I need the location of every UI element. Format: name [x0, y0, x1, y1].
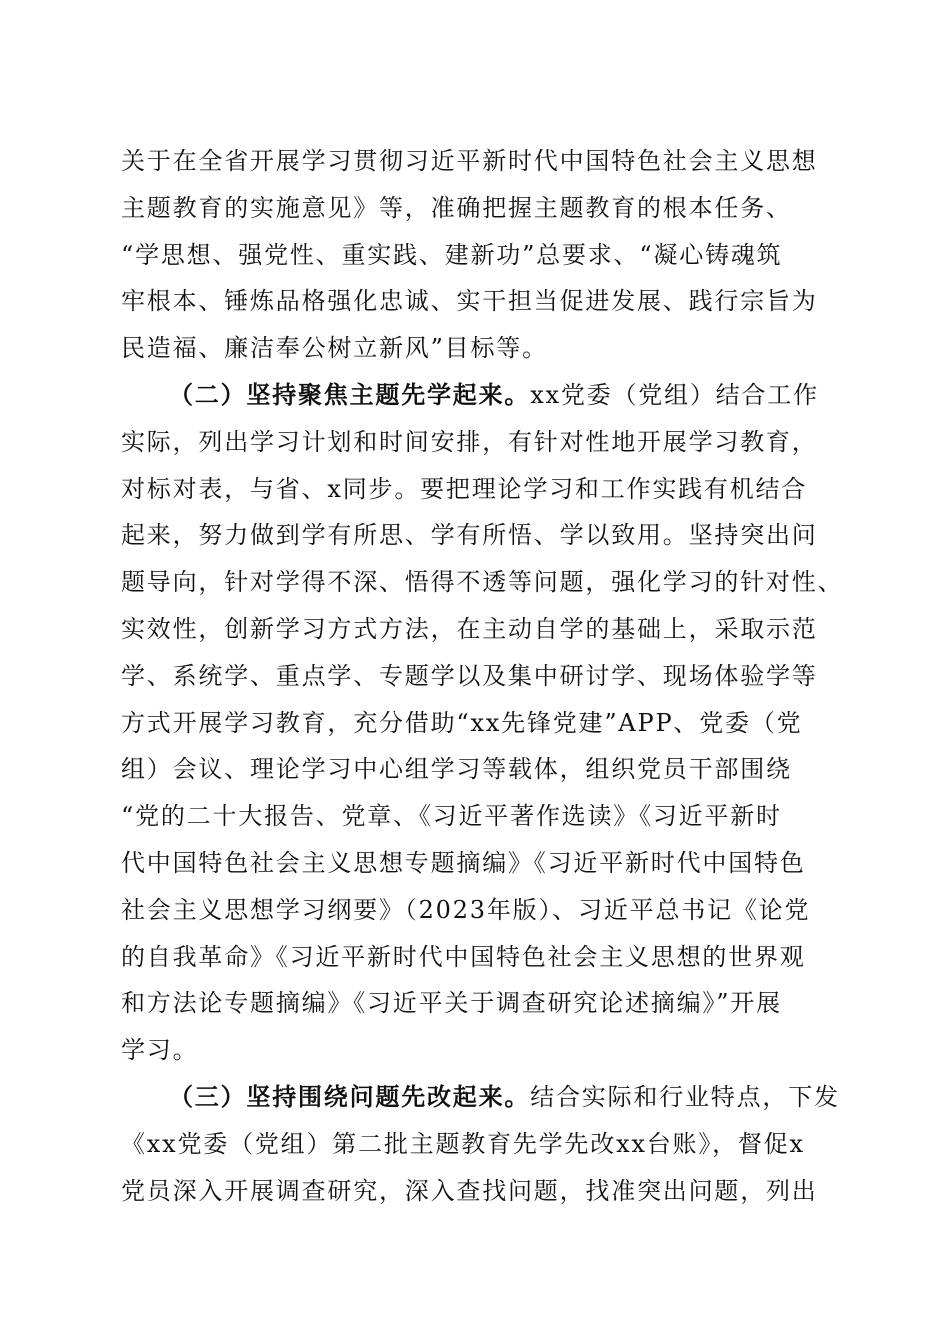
paragraph-2-line-12: 社会主义思想学习纲要》（2023年版）、习近平总书记《论党 [121, 895, 811, 924]
document-body [121, 138, 851, 1214]
section-heading-3: （三）坚持围绕问题先改起来。 [169, 1081, 531, 1111]
paragraph-2-line-6: 实效性，创新学习方式方法，在主动自学的基础上，采取示范 [121, 614, 818, 643]
paragraph-2-line-1 [121, 372, 851, 419]
section-heading-2: （二）坚持聚焦主题先学起来。 [169, 379, 531, 409]
paragraph-2-line-9: 组）会议、理论学习中心组学习等载体，组织党员干部围绕 [121, 755, 792, 784]
paragraph-3-line-1 [121, 1074, 851, 1121]
paragraph-2-first-line-text: xx党委（党组）结合工作 [530, 380, 819, 409]
paragraph-1-line-5: 民造福、廉洁奉公树立新风”目标等。 [121, 334, 548, 363]
paragraph-1-line-3: “学思想、强党性、重实践、建新功”总要求、“凝心铸魂筑 [121, 240, 783, 269]
paragraph-2-line-15: 学习。 [121, 1036, 199, 1065]
paragraph-1-line-2: 主题教育的实施意见》等，准确把握主题教育的根本任务、 [121, 193, 792, 222]
paragraph-3-first-line-text: 结合实际和行业特点，下发 [530, 1082, 840, 1111]
paragraph-2-line-4: 起来，努力做到学有所思、学有所悟、学以致用。坚持突出问 [121, 521, 818, 550]
paragraph-2-line-8: 方式开展学习教育，充分借助“xx先锋党建”APP、党委（党 [121, 708, 803, 737]
paragraph-2-line-5: 题导向，针对学得不深、悟得不透等问题，强化学习的针对性、 [121, 568, 844, 597]
paragraph-2-line-11: 代中国特色社会主义思想专题摘编》《习近平新时代中国特色 [121, 848, 806, 877]
paragraph-2-line-2: 实际，列出学习计划和时间安排，有针对性地开展学习教育， [121, 427, 818, 456]
paragraph-3-line-3: 党员深入开展调查研究，深入查找问题，找准突出问题，列出 [121, 1176, 818, 1205]
paragraph-2-line-7: 学、系统学、重点学、专题学以及集中研讨学、现场体验学等 [121, 661, 818, 690]
paragraph-2-line-14: 和方法论专题摘编》《习近平关于调查研究论述摘编》”开展 [121, 989, 782, 1018]
paragraph-2-line-13: 的自我革命》《习近平新时代中国特色社会主义思想的世界观 [121, 942, 806, 971]
paragraph-2-line-10: “党的二十大报告、党章、《习近平著作选读》《习近平新时 [121, 802, 782, 831]
paragraph-1-line-4: 牢根本、锤炼品格强化忠诚、实干担当促进发展、践行宗旨为 [121, 287, 818, 316]
paragraph-3-line-2: 《xx党委（党组）第二批主题教育先学先改xx台账》，督促x [121, 1129, 805, 1158]
paragraph-2-line-3: 对标对表，与省、x同步。要把理论学习和工作实践有机结合 [121, 474, 808, 503]
paragraph-1-line-1: 关于在全省开展学习贯彻习近平新时代中国特色社会主义思想 [121, 147, 818, 175]
